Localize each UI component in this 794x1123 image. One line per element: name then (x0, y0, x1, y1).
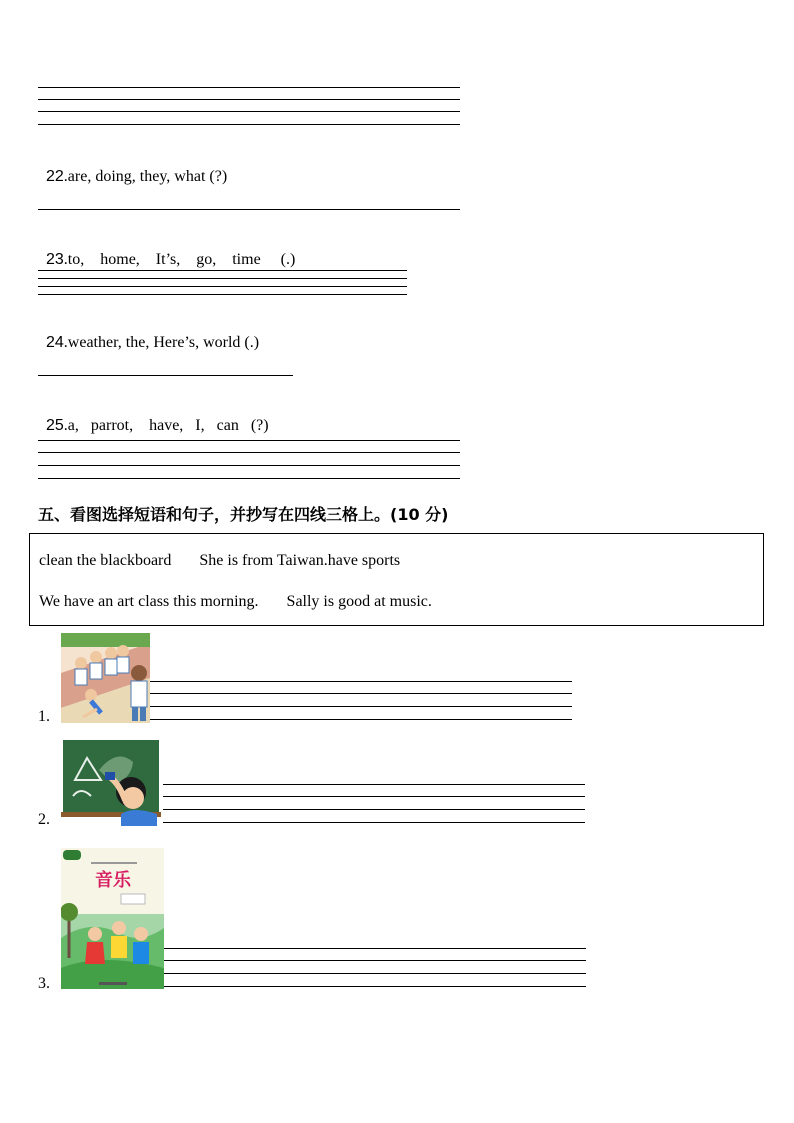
item-2-number: 2. (38, 811, 50, 828)
options-line-2: We have an art class this morning. Sally is good at music. (39, 593, 432, 610)
options-box (29, 533, 764, 626)
blackboard-picture (61, 740, 161, 826)
question-words: .to, home, It’s, go, time (.) (63, 251, 296, 268)
book-title: 音乐 (95, 870, 131, 891)
writing-lines-25[interactable] (38, 440, 460, 480)
item-1-number: 1. (38, 708, 50, 725)
question-23 (38, 233, 295, 269)
answer-line-22[interactable] (38, 209, 460, 211)
sports-picture (61, 633, 150, 723)
writing-lines-item-2[interactable] (163, 784, 585, 824)
question-24 (38, 316, 259, 352)
writing-lines-item-1[interactable] (150, 681, 572, 721)
question-number: 22 (46, 168, 64, 185)
writing-lines-item-3[interactable] (164, 948, 586, 988)
question-number: 23 (46, 251, 64, 268)
item-3-number: 3. (38, 975, 50, 992)
question-words: .are, doing, they, what (?) (63, 168, 228, 185)
music-book-picture (61, 848, 164, 989)
question-number: 25 (46, 417, 64, 434)
options-line-1: clean the blackboard She is from Taiwan.have sports (39, 552, 401, 569)
question-words: .a, parrot, have, I, can (?) (63, 417, 269, 434)
question-words: .weather, the, Here’s, world (.) (63, 334, 260, 351)
question-22 (38, 150, 227, 186)
publisher-logo-icon (63, 850, 81, 860)
answer-line-24[interactable] (38, 375, 293, 377)
writing-lines-23[interactable] (38, 270, 407, 298)
question-number: 24 (46, 334, 64, 351)
question-25 (38, 399, 269, 435)
writing-lines-21[interactable] (38, 87, 460, 127)
section-5-title: 五、看图选择短语和句子，并抄写在四线三格上。(10 分) (38, 505, 449, 524)
